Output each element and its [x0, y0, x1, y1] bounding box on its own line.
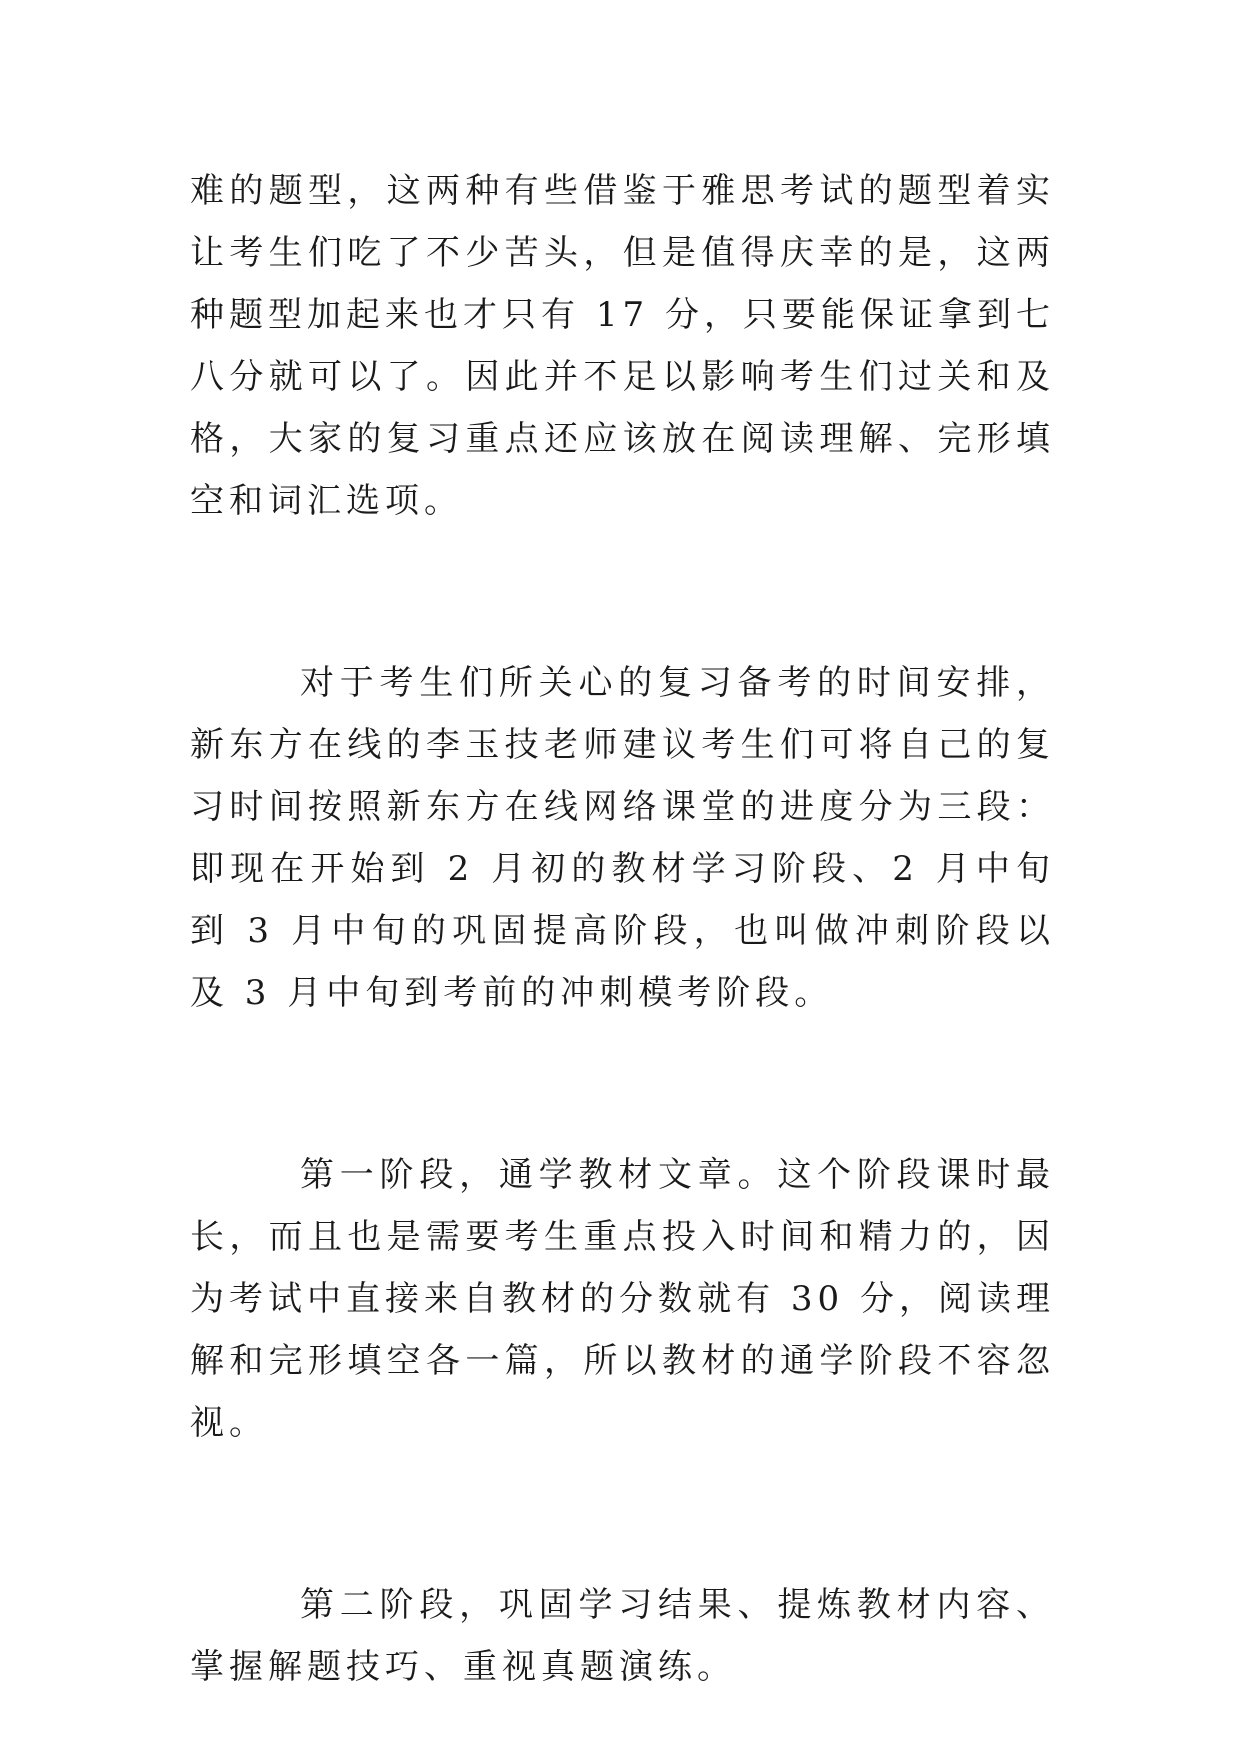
text-column: [190, 160, 1055, 1698]
paragraph-4: 第二阶段，巩固学习结果、提炼教材内容、掌握解题技巧、重视真题演练。: [190, 1585, 1055, 1687]
paragraph-1: 难的题型，这两种有些借鉴于雅思考试的题型着实让考生们吃了不少苦头，但是值得庆幸的是，这两种题型加起来也才只有 17 分，只要能保证拿到七八分就可以了。因此并不足以影响考生们过关和及格，大家的复习重点还应该放在阅读理解、完形填空和词汇选项。: [190, 171, 1055, 521]
paragraph-2: 对于考生们所关心的复习备考的时间安排，新东方在线的李玉技老师建议考生们可将自己的复习时间按照新东方在线网络课堂的进度分为三段：即现在开始到 2 月初的教材学习阶段、2 月中旬到 3 月中旬的巩固提高阶段，也叫做冲刺阶段以及 3 月中旬到考前的冲刺模考阶段。: [190, 663, 1055, 1013]
paragraph-3: 第一阶段，通学教材文章。这个阶段课时最长，而且也是需要考生重点投入时间和精力的，因为考试中直接来自教材的分数就有 30 分，阅读理解和完形填空各一篇，所以教材的通学阶段不容忽视。: [190, 1155, 1055, 1443]
